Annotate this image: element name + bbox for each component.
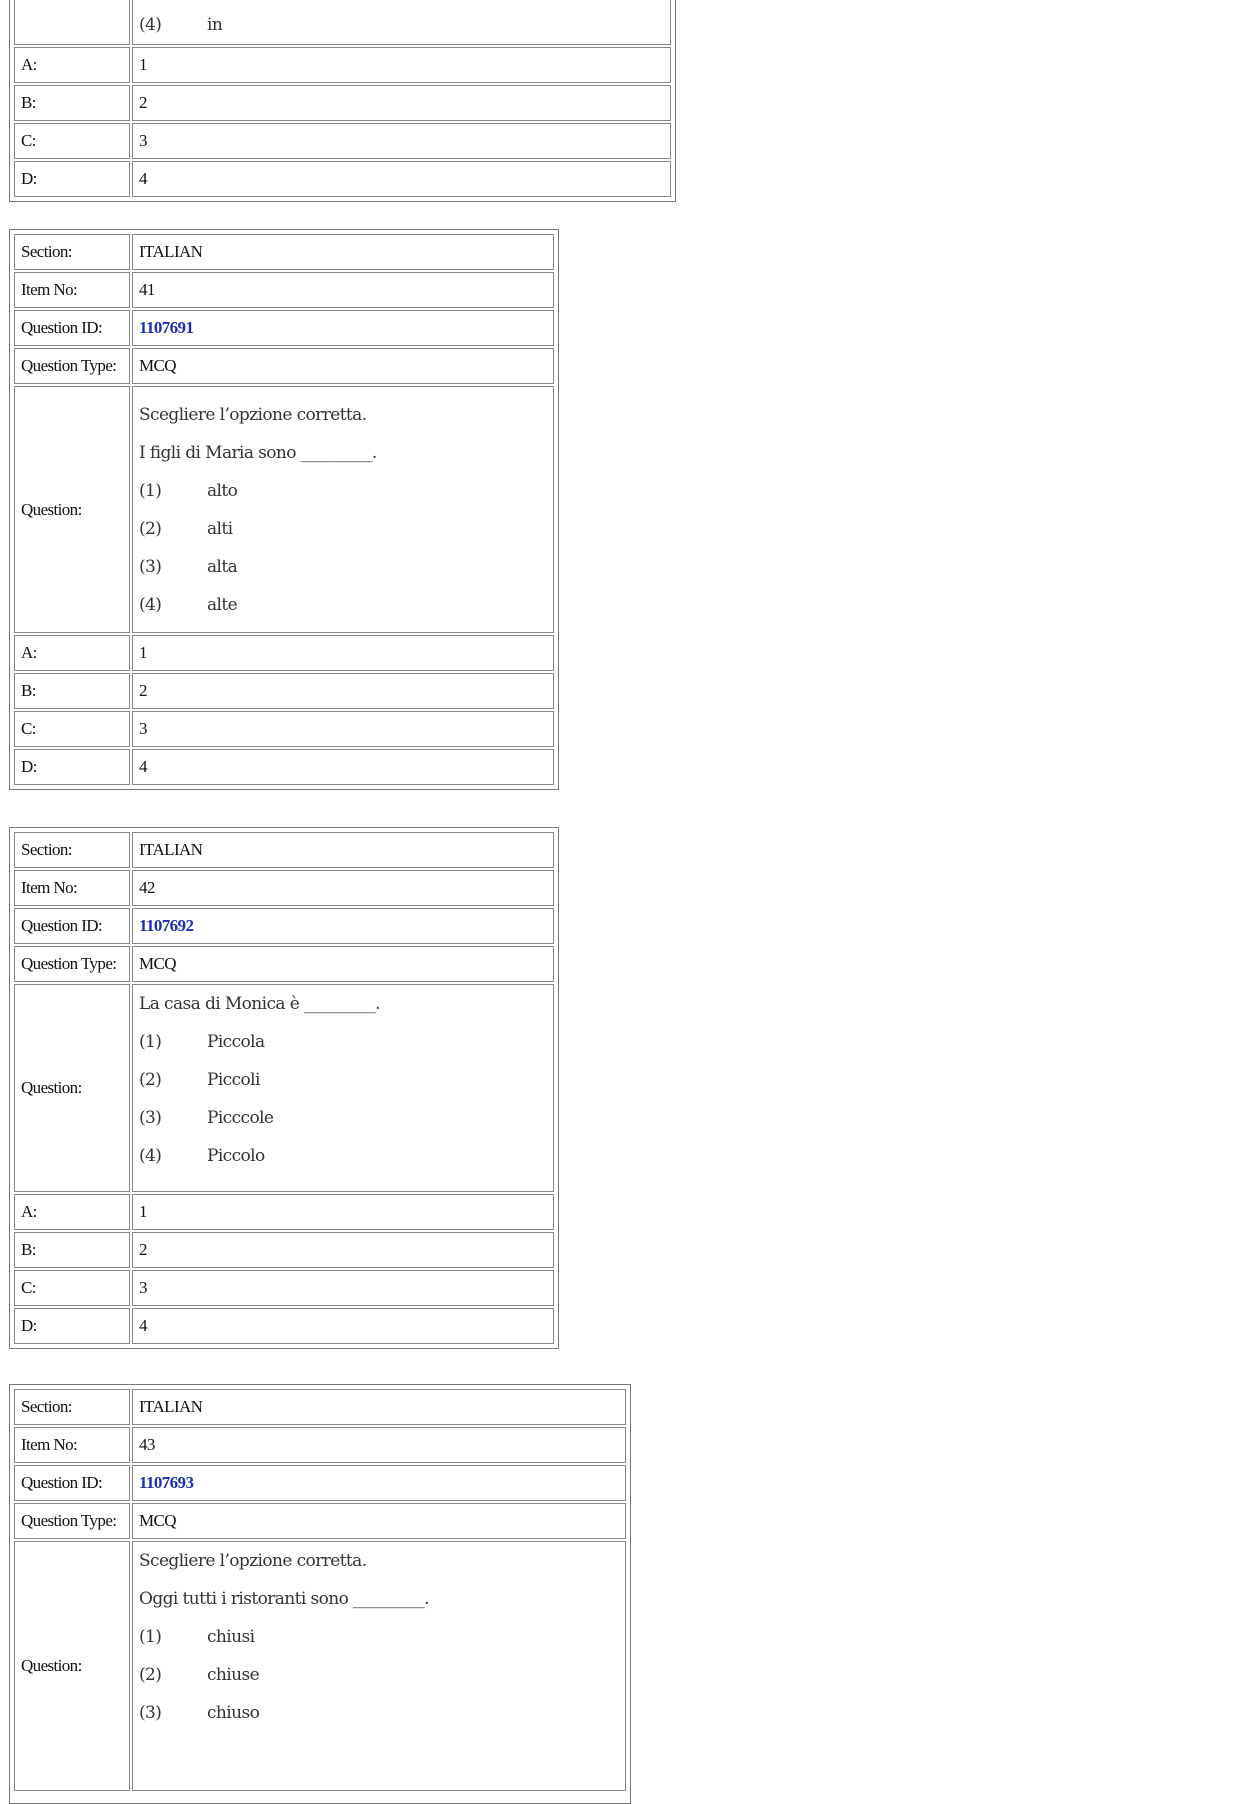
answer-row-b (14, 673, 554, 709)
row-label: Section: (14, 234, 130, 270)
question-block-42 (9, 827, 559, 1349)
item-no-value: 42 (132, 870, 554, 906)
row-label: A: (14, 635, 130, 671)
row-value: 4 (132, 749, 554, 785)
option-line (139, 1023, 547, 1061)
row-label: B: (14, 673, 130, 709)
row-label: Question: (14, 1541, 130, 1791)
option-text: alti (207, 518, 233, 539)
row-value: 1 (132, 47, 671, 83)
answer-row-a (14, 1194, 554, 1230)
row-label: B: (14, 85, 130, 121)
question-type-row (14, 348, 554, 384)
row-label: Section: (14, 832, 130, 868)
answer-row-c (14, 711, 554, 747)
row-label (14, 0, 130, 45)
question-block-43 (9, 1384, 631, 1804)
question-type-value: MCQ (132, 348, 554, 384)
question-text: Scegliere l’opzione corretta. (139, 1551, 367, 1571)
option-number: (1) (139, 1627, 162, 1647)
question-id-row (14, 908, 554, 944)
question-type-row (14, 946, 554, 982)
option-line (139, 1061, 547, 1099)
row-label: D: (14, 161, 130, 197)
row-label: Item No: (14, 272, 130, 308)
question-id-row (14, 1465, 626, 1501)
question-type-row (14, 1503, 626, 1539)
option-text: chiuso (207, 1703, 260, 1723)
option-line (139, 548, 547, 586)
question-table (12, 0, 673, 199)
item-no-row (14, 870, 554, 906)
answer-row-b (14, 1232, 554, 1268)
option-line (139, 586, 547, 624)
item-no-value: 43 (132, 1427, 626, 1463)
section-value: ITALIAN (132, 1389, 626, 1425)
question-content (132, 1541, 626, 1791)
row-value: 1 (132, 635, 554, 671)
section-value: ITALIAN (132, 832, 554, 868)
question-text: La casa di Monica è _________. (139, 994, 380, 1014)
option-line (139, 1618, 619, 1656)
row-value: 3 (132, 1270, 554, 1306)
item-no-row (14, 1427, 626, 1463)
option-line (139, 1694, 619, 1732)
question-row (14, 984, 554, 1192)
row-label: A: (14, 47, 130, 83)
item-no-row (14, 272, 554, 308)
option-text: Picccole (207, 1108, 274, 1128)
row-label: Item No: (14, 1427, 130, 1463)
option-number: (2) (139, 1070, 162, 1090)
row-label: Question Type: (14, 348, 130, 384)
option-text: chiuse (207, 1665, 260, 1685)
row-value: 2 (132, 673, 554, 709)
row-value: 3 (132, 711, 554, 747)
option-text: Piccolo (207, 1146, 265, 1166)
question-id-value: 1107693 (132, 1465, 626, 1501)
question-content (132, 386, 554, 633)
row-label: Section: (14, 1389, 130, 1425)
row-value: 2 (132, 85, 671, 121)
option-number: (3) (139, 1108, 162, 1128)
answer-row-d (14, 749, 554, 785)
row-label: C: (14, 1270, 130, 1306)
answer-row-a (14, 635, 554, 671)
question-text: I figli di Maria sono _________. (139, 442, 377, 463)
row-label: Item No: (14, 870, 130, 906)
question-block-41 (9, 229, 559, 790)
option-number: (4) (139, 15, 162, 35)
item-no-value: 41 (132, 272, 554, 308)
row-value: 4 (132, 1308, 554, 1344)
option-line (139, 1656, 619, 1694)
answer-row-c (14, 123, 671, 159)
option-number: (2) (139, 518, 162, 539)
row-value: 4 (132, 161, 671, 197)
question-row (14, 1541, 626, 1791)
section-value: ITALIAN (132, 234, 554, 270)
row-label: C: (14, 123, 130, 159)
question-content (132, 0, 671, 45)
answer-row-b (14, 85, 671, 121)
row-value: 3 (132, 123, 671, 159)
row-label: Question Type: (14, 1503, 130, 1539)
question-type-value: MCQ (132, 1503, 626, 1539)
question-type-value: MCQ (132, 946, 554, 982)
section-row (14, 1389, 626, 1425)
section-row (14, 234, 554, 270)
row-label: Question Type: (14, 946, 130, 982)
question-text: Scegliere l’opzione corretta. (139, 404, 367, 425)
row-label: Question: (14, 386, 130, 633)
question-table (12, 232, 556, 787)
answer-row-d (14, 161, 671, 197)
option-text: chiusi (207, 1627, 255, 1647)
row-label: Question ID: (14, 1465, 130, 1501)
option-number: (4) (139, 1146, 162, 1166)
option-line (139, 472, 547, 510)
row-value: 2 (132, 1232, 554, 1268)
row-label: D: (14, 1308, 130, 1344)
answer-row-a (14, 47, 671, 83)
question-id-row (14, 310, 554, 346)
question-row (14, 0, 671, 45)
question-id-value: 1107692 (132, 908, 554, 944)
option-number: (4) (139, 594, 162, 615)
row-value: 1 (132, 1194, 554, 1230)
row-label: C: (14, 711, 130, 747)
option-line (139, 510, 547, 548)
option-line (139, 6, 664, 44)
question-block-prev (9, 0, 676, 202)
answer-row-d (14, 1308, 554, 1344)
option-line (139, 1099, 547, 1137)
option-text: alta (207, 556, 238, 577)
section-row (14, 832, 554, 868)
row-label: A: (14, 1194, 130, 1230)
row-label: B: (14, 1232, 130, 1268)
option-text: Piccola (207, 1032, 265, 1052)
row-label: Question: (14, 984, 130, 1192)
option-number: (3) (139, 556, 162, 577)
answer-row-c (14, 1270, 554, 1306)
question-table (12, 830, 556, 1346)
option-text: alto (207, 480, 238, 501)
row-label: Question ID: (14, 908, 130, 944)
question-id-value: 1107691 (132, 310, 554, 346)
row-label: D: (14, 749, 130, 785)
question-text: Oggi tutti i ristoranti sono _________. (139, 1589, 429, 1609)
row-label: Question ID: (14, 310, 130, 346)
option-number: (1) (139, 1032, 162, 1052)
question-table (12, 1387, 628, 1793)
option-text: Piccoli (207, 1070, 260, 1090)
option-text: alte (207, 594, 238, 615)
option-number: (2) (139, 1665, 162, 1685)
option-text: in (207, 15, 223, 35)
option-number: (1) (139, 480, 162, 501)
question-row (14, 386, 554, 633)
option-line (139, 1137, 547, 1175)
question-content (132, 984, 554, 1192)
option-number: (3) (139, 1703, 162, 1723)
